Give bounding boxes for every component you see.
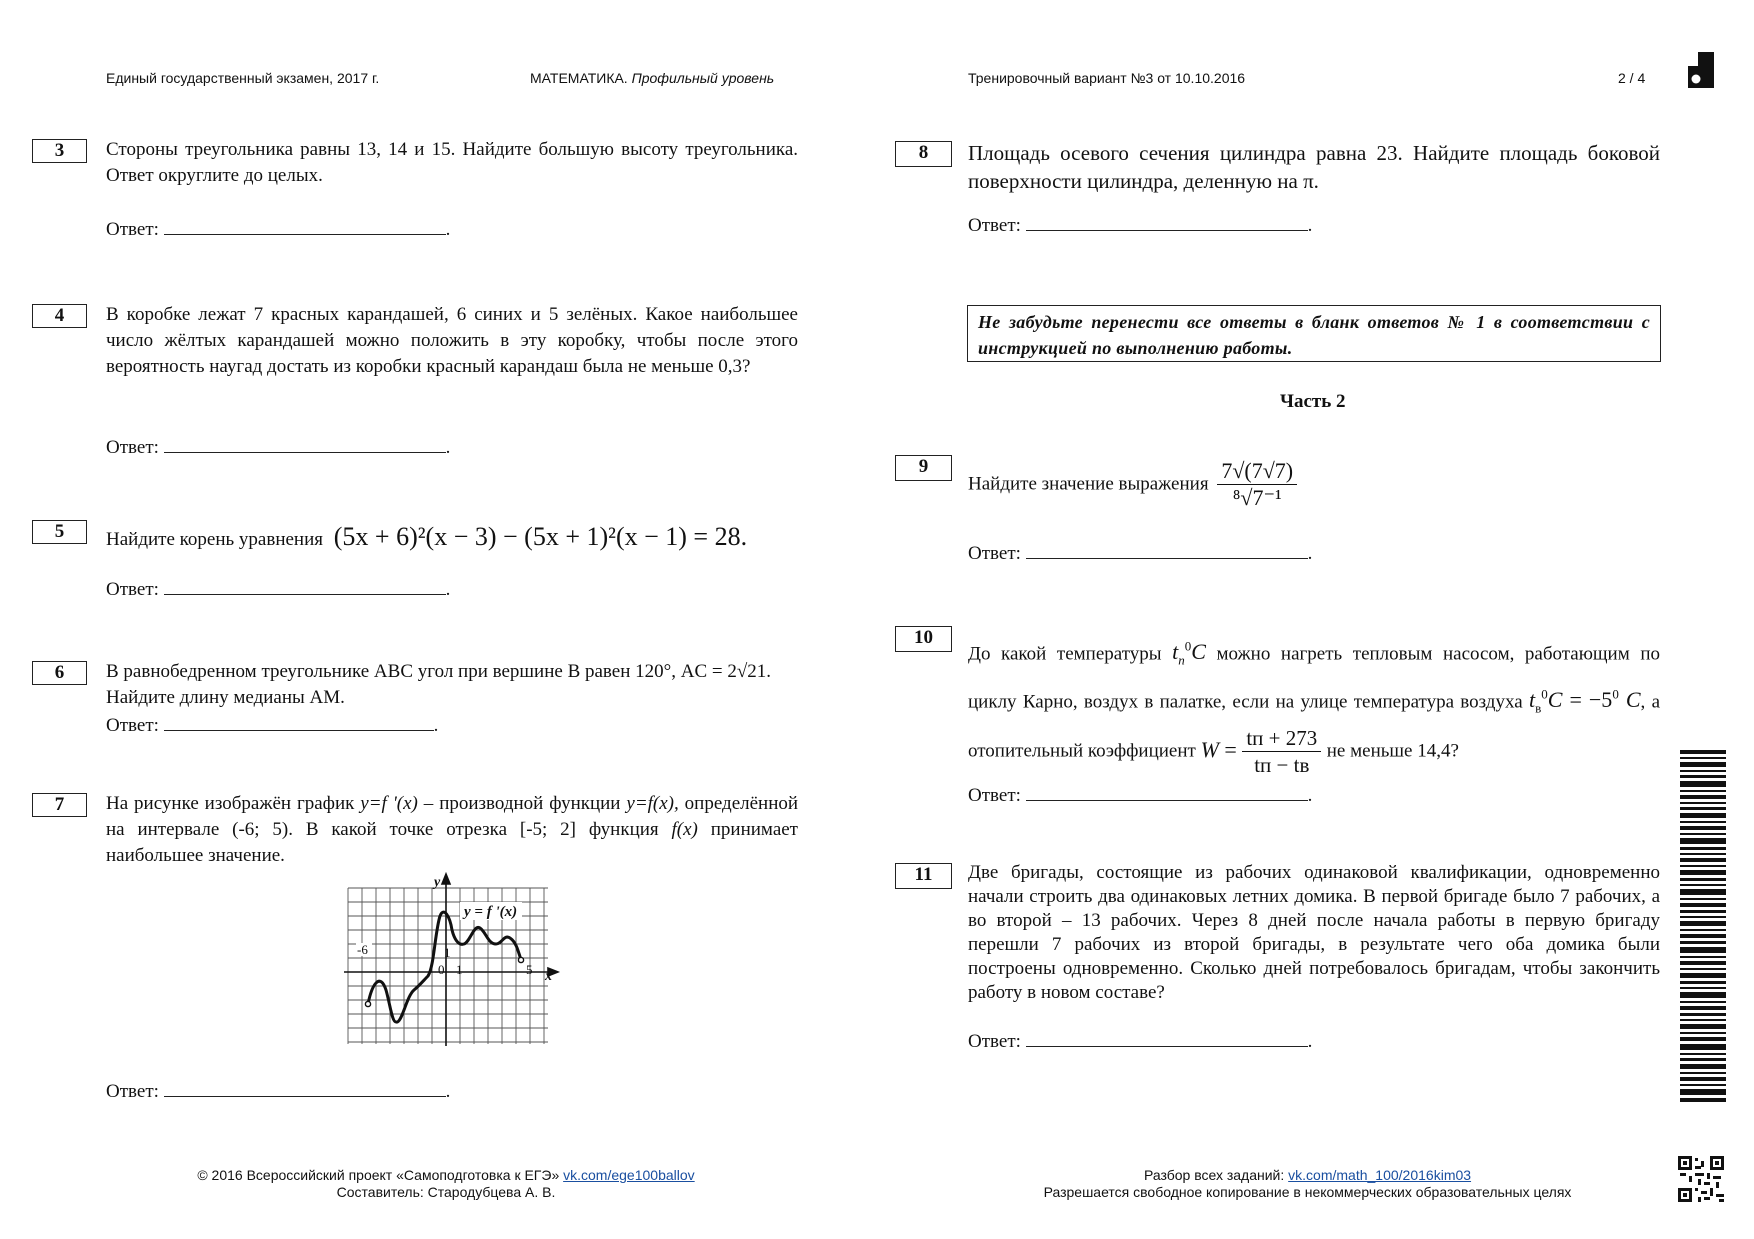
task-3-text: Стороны треугольника равны 13, 14 и 15. Найдите большую высоту треугольника. Ответ округлите до целых.: [106, 139, 798, 186]
task-7-text-4: принимает наибольшее значение.: [106, 819, 798, 866]
task-4-answer-field[interactable]: [164, 436, 446, 453]
task-7-answer-field[interactable]: [164, 1080, 446, 1097]
task-5-text: [106, 524, 798, 553]
footer-right: [1020, 1167, 1595, 1201]
task-7-number: 7: [32, 793, 87, 817]
task-3-number: 3: [32, 139, 87, 163]
task-10-coef: W = $\frac{tп + 273}{tп - tв}$: [1201, 737, 1327, 762]
task-5-prompt: Найдите корень уравнения: [106, 529, 324, 550]
task-9-answer-field[interactable]: [1026, 542, 1308, 559]
answer-label: Ответ:: [106, 715, 159, 736]
task-9-denominator: ⁸√7⁻¹: [1232, 485, 1282, 510]
footer-copy-notice: Разрешается свободное копирование в некоммерческих образовательных целях: [1043, 1184, 1572, 1200]
task-10-temp-symbol: $t_п^0C$: [1172, 639, 1206, 668]
task-7-graph: [340, 872, 560, 1047]
task-8-number: 8: [895, 141, 952, 167]
footer-project: © 2016 Всероссийский проект «Самоподготовка к ЕГЭ»: [197, 1167, 560, 1183]
task-9-expression: [1217, 458, 1297, 511]
answer-label: Ответ:: [106, 437, 159, 458]
graph-tick-1y: 1: [444, 945, 451, 960]
task-6-number: 6: [32, 661, 87, 685]
task-9-text: [968, 458, 1660, 511]
barcode-icon: [1680, 750, 1726, 1102]
task-5-number: 5: [32, 520, 87, 544]
task-8-answer-field[interactable]: [1026, 214, 1308, 231]
task-11-answer-field[interactable]: [1026, 1030, 1308, 1047]
answer-label: Ответ:: [106, 1081, 159, 1102]
task-10-fraction: [1242, 725, 1321, 778]
task-10-text-3: , а отопительный коэффициент: [968, 691, 1661, 762]
task-10-fraction-den: tп − tв: [1254, 753, 1310, 778]
graph-tick-5: 5: [526, 962, 533, 977]
footer-left: [186, 1167, 706, 1201]
task-10-text-2: можно нагреть тепловым насосом, работающим по циклу Карно, воздух в палатке, если на улице температура воздуха: [968, 643, 1660, 713]
header-level: Профильный уровень: [631, 70, 775, 86]
task-7-fprime: y=f '(x): [360, 793, 418, 814]
graph-tick-0: 0: [438, 962, 445, 977]
footer-review: Разбор всех заданий:: [1143, 1167, 1285, 1183]
answer-label: Ответ:: [968, 785, 1021, 806]
task-9-answer: Ответ: .: [968, 543, 1313, 564]
part-2-heading: Часть 2: [1280, 391, 1346, 412]
answer-label: Ответ:: [968, 215, 1021, 236]
task-5-equation: (5x + 6)²(x − 3) − (5x + 1)²(x − 1) = 28.: [333, 522, 748, 551]
task-10-text-4: не меньше 14,4?: [1326, 740, 1459, 762]
footer-link-math100[interactable]: vk.com/math_100/2016kim03: [1288, 1167, 1472, 1183]
task-11-answer: Ответ: .: [968, 1031, 1313, 1052]
task-3-answer: Ответ: .: [106, 219, 451, 240]
answer-label: Ответ:: [968, 1031, 1021, 1052]
task-7-text-1: На рисунке изображён график: [106, 793, 355, 814]
graph-tick-1x: 1: [456, 962, 463, 977]
task-7-answer: Ответ: .: [106, 1081, 451, 1102]
task-10-text-1: До какой температуры: [968, 643, 1162, 665]
notice-box: [967, 305, 1661, 362]
task-10-outside-temp: $t_в^0C = -5^0$ C: [1528, 686, 1641, 716]
task-10-answer-field[interactable]: [1026, 784, 1308, 801]
task-4-number: 4: [32, 304, 87, 328]
task-11-number: 11: [895, 863, 952, 889]
derivative-curve: [368, 912, 521, 1022]
task-9-prompt: Найдите значение выражения: [968, 473, 1209, 495]
task-9-numerator: 7√(7√7): [1217, 458, 1297, 485]
notice-text: Не забудьте перенести все ответы в бланк ответов № 1 в соответствии с инструкцией по выполнению работы.: [978, 312, 1650, 358]
task-10-number: 10: [895, 626, 952, 652]
task-6-text: В равнобедренном треугольнике ABC угол при вершине B равен 120°, AC = 2√21. Найдите длину медианы AM.: [106, 661, 772, 708]
task-4-text: В коробке лежат 7 красных карандашей, 6 синих и 5 зелёных. Какое наибольшее число жёлтых карандашей можно положить в эту коробку, чтобы после этого вероятность наугад достать из коробки красный карандаш была не меньше 0,3?: [106, 304, 798, 377]
graph-function-label: y = f '(x): [464, 904, 518, 920]
task-11-text: Две бригады, состоящие из рабочих одинаковой квалификации, одновременно начали строить два одинаковых летних домика. В первой бригаде было 7 рабочих, а во второй – 13 рабочих. Через 8 дней после начала работы в первую бригаду перешли 7 рабочих из второй бригады, в результате чего оба домика были построены одновременно. Сколько дней потребовалось бригадам, чтобы закончить работу в новом составе?: [968, 862, 1660, 1003]
task-5-answer-field[interactable]: [164, 578, 446, 595]
graph-y-label: y: [434, 875, 441, 890]
task-3-answer-field[interactable]: [164, 218, 446, 235]
answer-label: Ответ:: [106, 579, 159, 600]
graph-x-label: x: [545, 969, 552, 984]
header-subject-name: МАТЕМАТИКА.: [530, 70, 628, 86]
task-7-text-3: определённой на интервале (-6; 5). В какой точке отрезка [-5; 2] функция: [106, 793, 799, 840]
task-8-text: Площадь осевого сечения цилиндра равна 23. Найдите площадь боковой поверхности цилиндра, деленную на π.: [968, 141, 1660, 193]
footer-link-ege100ballov[interactable]: vk.com/ege100ballov: [563, 1167, 695, 1183]
task-7-text-2: – производной функции: [423, 793, 621, 814]
corner-mark-icon: [1688, 52, 1714, 88]
answer-label: Ответ:: [106, 219, 159, 240]
task-6-answer-field[interactable]: [164, 714, 434, 731]
answer-label: Ответ:: [968, 543, 1021, 564]
footer-author: Составитель: Стародубцева А. В.: [336, 1184, 556, 1200]
task-10-text: [968, 630, 1660, 778]
task-5-answer: Ответ: .: [106, 579, 451, 600]
task-10-fraction-num: tп + 273: [1242, 725, 1321, 752]
graph-tick-minus6: -6: [357, 942, 368, 957]
header-subject: [530, 70, 774, 86]
header-variant: Тренировочный вариант №3 от 10.10.2016: [968, 70, 1246, 86]
task-9-number: 9: [895, 455, 952, 481]
task-8-answer: Ответ: .: [968, 215, 1313, 236]
task-7-f: f(x): [671, 819, 698, 840]
task-4-answer: Ответ: .: [106, 437, 451, 458]
task-7-fx: y=f(x),: [626, 793, 679, 814]
header-exam: Единый государственный экзамен, 2017 г.: [106, 70, 380, 86]
task-7-text: [106, 791, 798, 869]
qr-code-icon: [1678, 1156, 1724, 1202]
task-6-answer: Ответ: .: [106, 715, 439, 736]
task-10-answer: Ответ: .: [968, 785, 1313, 806]
header-page-number: 2 / 4: [1618, 70, 1646, 86]
